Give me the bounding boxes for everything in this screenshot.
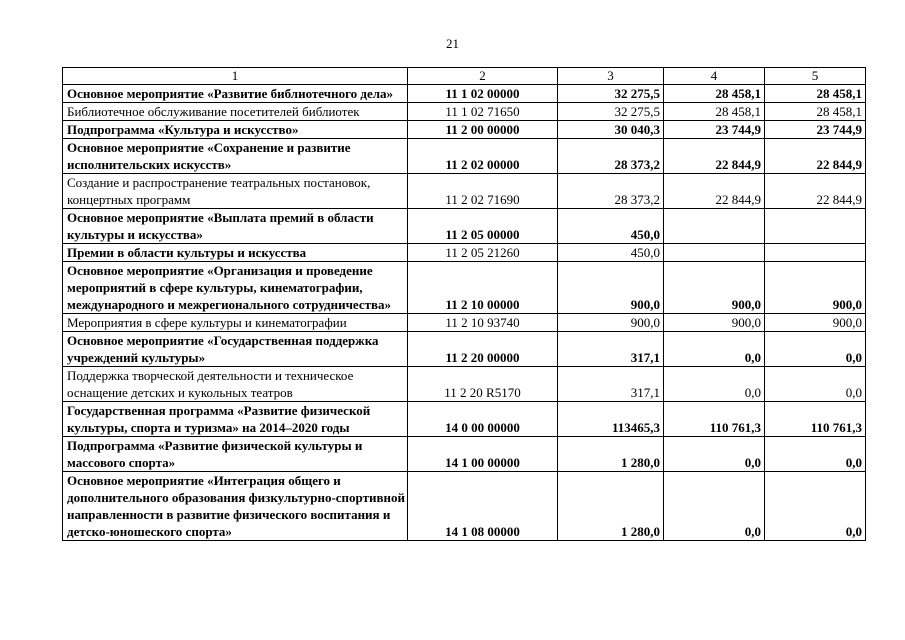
row-value-col5-cell: 900,0 (765, 314, 866, 332)
row-value-col5-cell (765, 209, 866, 244)
row-value-col5-cell: 900,0 (765, 262, 866, 314)
row-name-cell: Основное мероприятие «Сохранение и развитие исполнительских искусств» (63, 139, 408, 174)
budget-table (62, 67, 866, 541)
row-value-col4-cell: 110 761,3 (664, 402, 765, 437)
row-value-col4-cell: 22 844,9 (664, 174, 765, 209)
table-row (63, 85, 866, 103)
row-name-cell: Поддержка творческой деятельности и техническое оснащение детских и кукольных театров (63, 367, 408, 402)
row-code-cell: 11 2 05 21260 (408, 244, 558, 262)
row-value-col3-cell: 317,1 (558, 332, 664, 367)
row-value-col3-cell: 30 040,3 (558, 121, 664, 139)
row-name-cell: Основное мероприятие «Организация и проведение мероприятий в сфере культуры, кинематографии, международного и межрегионального сотрудничества» (63, 262, 408, 314)
row-name-cell: Библиотечное обслуживание посетителей библиотек (63, 103, 408, 121)
row-value-col3-cell: 317,1 (558, 367, 664, 402)
row-value-col5-cell (765, 244, 866, 262)
row-code-cell: 11 2 02 71690 (408, 174, 558, 209)
table-row (63, 139, 866, 174)
row-value-col5-cell: 22 844,9 (765, 174, 866, 209)
table-row (63, 209, 866, 244)
row-name-cell: Государственная программа «Развитие физической культуры, спорта и туризма» на 2014–2020 годы (63, 402, 408, 437)
row-value-col3-cell: 450,0 (558, 209, 664, 244)
row-value-col5-cell: 0,0 (765, 437, 866, 472)
row-value-col5-cell: 28 458,1 (765, 103, 866, 121)
row-code-cell: 11 2 05 00000 (408, 209, 558, 244)
row-value-col4-cell: 28 458,1 (664, 103, 765, 121)
table-row (63, 314, 866, 332)
row-name-cell: Основное мероприятие «Интеграция общего и дополнительного образования физкультурно-спортивной направленности в развитие физического воспитания и детско-юношеского спорта» (63, 472, 408, 541)
table-row (63, 244, 866, 262)
table-header-row (63, 68, 866, 85)
row-name-cell: Мероприятия в сфере культуры и кинематографии (63, 314, 408, 332)
row-value-col3-cell: 1 280,0 (558, 472, 664, 541)
column-header-5: 5 (765, 68, 866, 85)
row-code-cell: 11 2 20 R5170 (408, 367, 558, 402)
table-row (63, 332, 866, 367)
table-row (63, 174, 866, 209)
table-row (63, 402, 866, 437)
table-row (63, 437, 866, 472)
row-value-col3-cell: 450,0 (558, 244, 664, 262)
row-value-col5-cell: 0,0 (765, 367, 866, 402)
row-value-col5-cell: 22 844,9 (765, 139, 866, 174)
row-code-cell: 11 1 02 71650 (408, 103, 558, 121)
row-code-cell: 11 2 10 00000 (408, 262, 558, 314)
row-value-col3-cell: 28 373,2 (558, 174, 664, 209)
row-value-col3-cell: 28 373,2 (558, 139, 664, 174)
row-name-cell: Основное мероприятие «Государственная поддержка учреждений культуры» (63, 332, 408, 367)
row-value-col5-cell: 23 744,9 (765, 121, 866, 139)
row-value-col4-cell (664, 209, 765, 244)
row-value-col3-cell: 900,0 (558, 262, 664, 314)
row-value-col4-cell: 900,0 (664, 314, 765, 332)
row-name-cell: Подпрограмма «Культура и искусство» (63, 121, 408, 139)
table-row (63, 121, 866, 139)
row-name-cell: Премии в области культуры и искусства (63, 244, 408, 262)
page-number: 21 (446, 36, 459, 51)
row-value-col4-cell: 900,0 (664, 262, 765, 314)
row-value-col4-cell: 0,0 (664, 367, 765, 402)
table-row (63, 367, 866, 402)
row-value-col3-cell: 113465,3 (558, 402, 664, 437)
row-value-col5-cell: 110 761,3 (765, 402, 866, 437)
row-name-cell: Основное мероприятие «Выплата премий в области культуры и искусства» (63, 209, 408, 244)
row-code-cell: 14 1 08 00000 (408, 472, 558, 541)
row-name-cell: Основное мероприятие «Развитие библиотечного дела» (63, 85, 408, 103)
row-value-col3-cell: 900,0 (558, 314, 664, 332)
column-header-2: 2 (408, 68, 558, 85)
column-header-4: 4 (664, 68, 765, 85)
column-header-3: 3 (558, 68, 664, 85)
row-value-col4-cell: 28 458,1 (664, 85, 765, 103)
row-value-col3-cell: 1 280,0 (558, 437, 664, 472)
row-code-cell: 11 2 20 00000 (408, 332, 558, 367)
row-value-col5-cell: 28 458,1 (765, 85, 866, 103)
row-code-cell: 14 0 00 00000 (408, 402, 558, 437)
row-code-cell: 11 1 02 00000 (408, 85, 558, 103)
row-value-col4-cell: 0,0 (664, 437, 765, 472)
row-value-col3-cell: 32 275,5 (558, 85, 664, 103)
row-value-col4-cell (664, 244, 765, 262)
column-header-1: 1 (63, 68, 408, 85)
row-name-cell: Создание и распространение театральных постановок, концертных программ (63, 174, 408, 209)
table-row (63, 262, 866, 314)
row-code-cell: 11 2 10 93740 (408, 314, 558, 332)
row-value-col4-cell: 0,0 (664, 472, 765, 541)
row-value-col4-cell: 0,0 (664, 332, 765, 367)
row-value-col3-cell: 32 275,5 (558, 103, 664, 121)
row-value-col5-cell: 0,0 (765, 332, 866, 367)
row-code-cell: 14 1 00 00000 (408, 437, 558, 472)
row-value-col5-cell: 0,0 (765, 472, 866, 541)
table-row (63, 472, 866, 541)
row-name-cell: Подпрограмма «Развитие физической культуры и массового спорта» (63, 437, 408, 472)
row-code-cell: 11 2 02 00000 (408, 139, 558, 174)
table-row (63, 103, 866, 121)
row-value-col4-cell: 22 844,9 (664, 139, 765, 174)
row-code-cell: 11 2 00 00000 (408, 121, 558, 139)
row-value-col4-cell: 23 744,9 (664, 121, 765, 139)
